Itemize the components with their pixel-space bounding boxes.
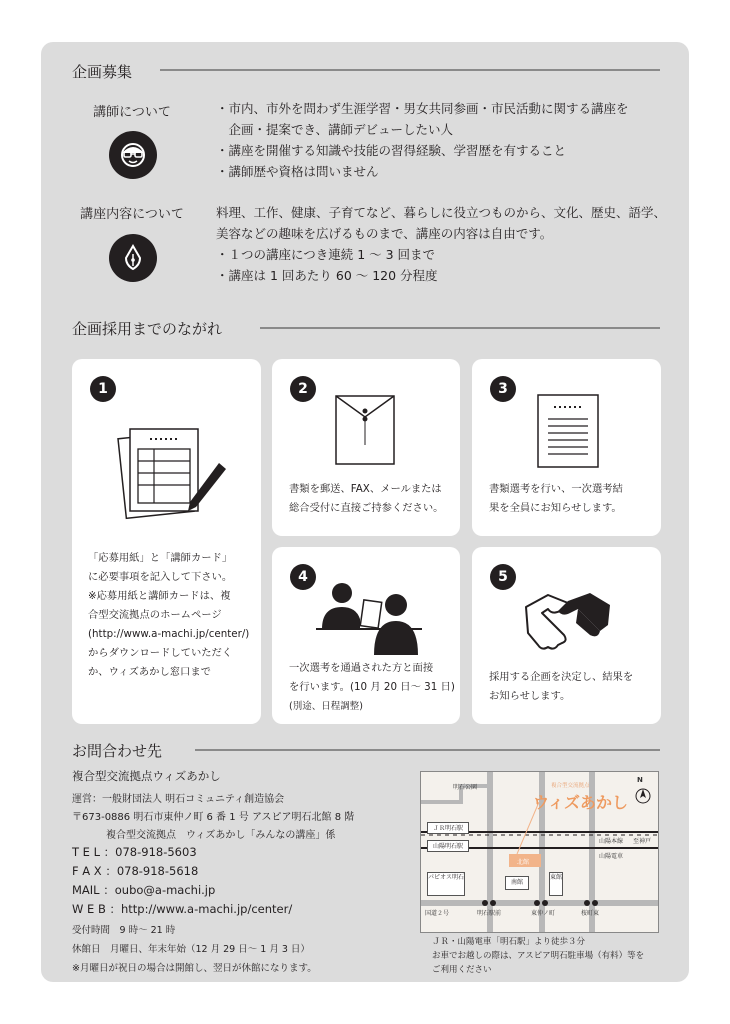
document-icon (534, 393, 604, 469)
section-rule (160, 69, 660, 71)
step-card-4 (272, 547, 460, 724)
step-number: 3 (490, 376, 516, 402)
step-card-5 (472, 547, 661, 724)
section-title-flow: 企画採用までのながれ (72, 320, 223, 338)
envelope-icon (332, 393, 402, 467)
step-2-text: 書類を郵送、FAX、メールまたは 総合受付に直接ご持参ください。 (289, 483, 444, 514)
step-number: 1 (90, 376, 116, 402)
interview-icon (314, 579, 424, 655)
step-card-1 (72, 359, 261, 724)
content-label: 講座内容について (80, 207, 184, 222)
step-5-text: 採用する企画を決定し、結果を お知らせします。 (489, 671, 634, 702)
access-map: 明石公園 複合型交流拠点 ウィズあかし N ＪＲ明石駅 山陽明石駅 山陽本線 至神戸 山陽電車 北館 パピオス明石 南館 東館 国道２号 明石駅前 東仲ノ町 桜町東 (420, 771, 659, 933)
glasses-face-icon (109, 131, 157, 179)
access-info: ＪＲ・山陽電車「明石駅」より徒歩３分 お車でお越しの際は、アスピア明石駐車場（有料）等を ご利用ください (432, 937, 645, 975)
web-link[interactable]: W E B ：http://www.a-machi.jp/center/ (72, 902, 293, 916)
handshake-icon (524, 589, 612, 655)
contact-lines (72, 843, 292, 919)
step-1-text: 「応募用紙」と「講師カード」 に必要事項を記入して下さい。 ※応募用紙と講師カードは、複 合型交流拠点のホームページ (http://www.a-machi.jp/center/) からダウンロードしていただく か、ウィズあかし窓口まで (88, 552, 250, 678)
lecturer-label: 講師について (93, 105, 171, 120)
tel: T E L ：078-918-5603 (72, 845, 197, 859)
step-4-text: 一次選考を通過された方と面接 を行います。(10 月 20 日～ 31 日) (別途、日程調整) (289, 662, 455, 712)
step-card-3 (472, 359, 661, 536)
section-rule (195, 749, 660, 751)
hours-info: 受付時間 9 時～ 21 時 休館日 月曜日、年末年始（12 月 29 日～ 1 月 3 日） ※月曜日が祝日の場合は開館し、翌日が休館になります。 (72, 925, 317, 974)
step-3-text: 書類選考を行い、一次選考結 果を全員にお知らせします。 (489, 483, 623, 514)
lecturer-requirements: ・市内、市外を問わず生涯学習・男女共同参画・市民活動に関する講座を 企画・提案でき、講師デビューしたい人 ・講座を開催する知識や技能の習得経験、学習歴を有すること ・講師歴や資格は問いません (216, 101, 629, 179)
step-number: 4 (290, 564, 316, 590)
section-title-contact: お問合わせ先 (72, 742, 163, 760)
org-name: 複合型交流拠点ウィズあかし (72, 769, 221, 783)
step-card-2 (272, 359, 460, 536)
mail-link[interactable]: MAIL ：oubo@a-machi.jp (72, 883, 216, 897)
content-description: 料理、工作、健康、子育てなど、暮らしに役立つものから、文化、歴史、語学、 美容などの趣味を広げるものまで、講座の内容は自由です。 ・１つの講座につき連続 1 ～ 3 回まで ・講座は 1 回あたり 60 ～ 120 分程度 (216, 205, 667, 283)
step-number: 2 (290, 376, 316, 402)
section-title-recruit: 企画募集 (72, 63, 133, 81)
contact-details: 運営：一般財団法人 明石コミュニティ創造協会 〒673-0886 明石市東仲ノ町 6 番 1 号 アスピア明石北館 8 階 複合型交流拠点 ウィズあかし「みんなの講座」係 (72, 794, 355, 841)
facility-name: ウィズあかし (533, 793, 629, 812)
section-rule (260, 327, 660, 329)
fax: F A X ：078-918-5618 (72, 864, 199, 878)
form-and-pen-icon (116, 421, 231, 521)
pen-nib-icon (109, 234, 157, 282)
step-number: 5 (490, 564, 516, 590)
